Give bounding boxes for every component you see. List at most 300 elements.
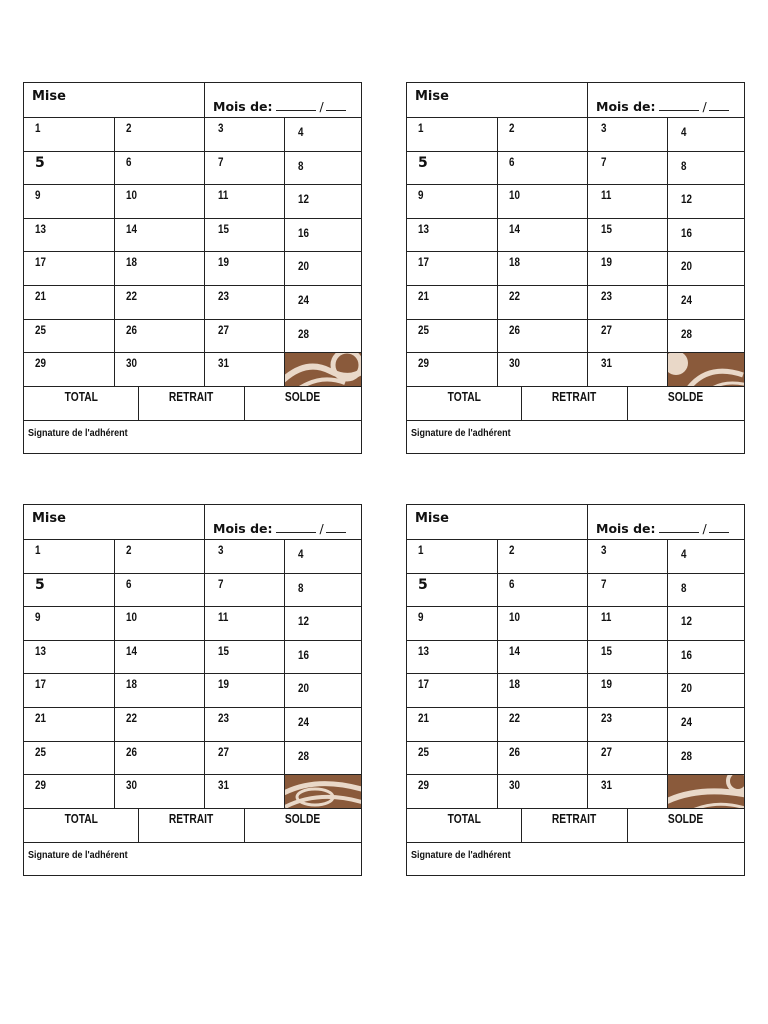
day-row bbox=[407, 320, 744, 354]
day-number: 4 bbox=[681, 547, 687, 561]
day-number: 24 bbox=[681, 715, 692, 729]
total-cell[interactable] bbox=[24, 387, 139, 420]
day-cell[interactable] bbox=[24, 574, 115, 607]
day-row bbox=[24, 674, 361, 708]
day-cell[interactable] bbox=[205, 742, 285, 775]
day-cell[interactable] bbox=[588, 540, 668, 573]
day-cell[interactable] bbox=[588, 775, 668, 808]
day-number: 20 bbox=[298, 259, 309, 274]
day-cell[interactable] bbox=[668, 320, 744, 353]
decorative-pattern bbox=[285, 775, 361, 808]
day-number: 10 bbox=[509, 188, 520, 203]
day-number: 26 bbox=[126, 744, 137, 759]
header-divider bbox=[204, 83, 205, 117]
day-cell[interactable] bbox=[498, 118, 588, 151]
day-cell[interactable] bbox=[205, 118, 285, 151]
day-number: 17 bbox=[418, 255, 429, 270]
mois-month-blank[interactable] bbox=[276, 522, 316, 533]
day-number: 31 bbox=[218, 778, 229, 793]
day-cell[interactable] bbox=[115, 353, 205, 386]
day-cell[interactable] bbox=[407, 708, 498, 741]
day-number: 30 bbox=[126, 356, 137, 371]
day-number: 3 bbox=[601, 543, 607, 557]
mise-label: Mise bbox=[32, 89, 66, 104]
day-number: 24 bbox=[681, 293, 692, 307]
day-cell[interactable] bbox=[498, 674, 588, 707]
day-cell[interactable] bbox=[407, 219, 498, 252]
day-cell[interactable] bbox=[668, 118, 744, 151]
day-cell[interactable] bbox=[115, 641, 205, 674]
day-cell[interactable] bbox=[407, 674, 498, 707]
day-number: 17 bbox=[35, 255, 46, 270]
day-cell[interactable] bbox=[285, 185, 361, 218]
day-number: 27 bbox=[218, 322, 229, 337]
day-cell[interactable] bbox=[205, 219, 285, 252]
day-cell[interactable] bbox=[115, 708, 205, 741]
day-number: 2 bbox=[509, 543, 515, 557]
day-cell[interactable] bbox=[24, 775, 115, 808]
day-number: 7 bbox=[601, 154, 607, 169]
day-cell[interactable] bbox=[668, 219, 744, 252]
day-grid bbox=[407, 540, 744, 809]
day-number: 25 bbox=[35, 744, 46, 759]
totals-row bbox=[24, 809, 361, 843]
day-cell[interactable] bbox=[588, 353, 668, 386]
day-number: 31 bbox=[601, 778, 612, 793]
day-number: 5 bbox=[418, 154, 428, 171]
day-cell[interactable] bbox=[115, 219, 205, 252]
day-cell[interactable] bbox=[668, 574, 744, 607]
card-header bbox=[24, 505, 361, 540]
day-number: 27 bbox=[601, 744, 612, 759]
day-row bbox=[24, 353, 361, 387]
day-row bbox=[24, 641, 361, 675]
day-row bbox=[407, 775, 744, 809]
day-number: 7 bbox=[601, 576, 607, 591]
mise-label: Mise bbox=[32, 511, 66, 526]
mois-year-blank[interactable] bbox=[326, 522, 346, 533]
day-number: 12 bbox=[298, 614, 309, 629]
mois-month-blank[interactable] bbox=[659, 100, 699, 111]
swirl-pattern-icon bbox=[285, 775, 361, 808]
day-cell[interactable] bbox=[115, 674, 205, 707]
day-cell[interactable] bbox=[407, 742, 498, 775]
card-header bbox=[24, 83, 361, 118]
day-cell[interactable] bbox=[24, 286, 115, 319]
day-number: 13 bbox=[418, 221, 429, 236]
day-number: 31 bbox=[218, 356, 229, 371]
day-cell[interactable] bbox=[498, 775, 588, 808]
mois-year-blank[interactable] bbox=[326, 100, 346, 111]
day-cell[interactable] bbox=[24, 252, 115, 285]
day-cell[interactable] bbox=[498, 607, 588, 640]
day-cell[interactable] bbox=[24, 152, 115, 185]
day-cell[interactable] bbox=[407, 540, 498, 573]
day-number: 24 bbox=[298, 293, 309, 307]
day-cell[interactable] bbox=[407, 775, 498, 808]
day-number: 18 bbox=[126, 255, 137, 270]
day-number: 19 bbox=[601, 255, 612, 270]
day-number: 1 bbox=[35, 121, 41, 135]
day-number: 8 bbox=[681, 158, 687, 173]
day-cell[interactable] bbox=[205, 674, 285, 707]
day-cell[interactable] bbox=[285, 641, 361, 674]
mois-label: Mois de: bbox=[213, 99, 273, 114]
day-cell[interactable] bbox=[668, 252, 744, 285]
day-number: 2 bbox=[126, 121, 132, 135]
day-number: 15 bbox=[218, 643, 229, 658]
day-number: 27 bbox=[218, 744, 229, 759]
day-number: 6 bbox=[126, 154, 132, 169]
mois-year-blank[interactable] bbox=[709, 100, 729, 111]
day-cell[interactable] bbox=[285, 708, 361, 741]
day-number: 22 bbox=[126, 289, 137, 303]
day-cell[interactable] bbox=[205, 252, 285, 285]
day-number: 2 bbox=[126, 543, 132, 557]
day-number: 13 bbox=[35, 221, 46, 236]
day-number: 30 bbox=[509, 778, 520, 793]
day-cell[interactable] bbox=[498, 708, 588, 741]
day-cell[interactable] bbox=[285, 118, 361, 151]
day-number: 28 bbox=[681, 748, 692, 763]
day-row bbox=[24, 152, 361, 186]
day-number: 20 bbox=[681, 681, 692, 696]
retrait-label: RETRAIT bbox=[169, 812, 214, 826]
card-header bbox=[407, 505, 744, 540]
mois-month-blank[interactable] bbox=[659, 522, 699, 533]
retrait-cell[interactable] bbox=[522, 809, 628, 842]
mois-field[interactable] bbox=[213, 99, 346, 114]
day-cell[interactable] bbox=[205, 540, 285, 573]
day-cell[interactable] bbox=[115, 320, 205, 353]
day-number: 3 bbox=[218, 121, 224, 135]
day-number: 11 bbox=[601, 610, 612, 625]
day-cell[interactable] bbox=[588, 152, 668, 185]
day-cell[interactable] bbox=[588, 574, 668, 607]
day-cell[interactable] bbox=[115, 118, 205, 151]
day-row bbox=[407, 185, 744, 219]
day-number: 25 bbox=[418, 744, 429, 759]
day-cell[interactable] bbox=[668, 540, 744, 573]
day-number: 29 bbox=[418, 778, 429, 793]
day-cell[interactable] bbox=[668, 286, 744, 319]
day-row bbox=[407, 641, 744, 675]
day-cell[interactable] bbox=[24, 118, 115, 151]
day-number: 10 bbox=[126, 610, 137, 625]
day-row bbox=[407, 219, 744, 253]
day-cell[interactable] bbox=[498, 641, 588, 674]
solde-label: SOLDE bbox=[668, 390, 704, 404]
day-cell[interactable] bbox=[24, 607, 115, 640]
solde-cell[interactable] bbox=[245, 809, 361, 842]
solde-cell[interactable] bbox=[245, 387, 361, 420]
day-number: 12 bbox=[681, 614, 692, 629]
day-number: 1 bbox=[418, 121, 424, 135]
day-cell[interactable] bbox=[588, 708, 668, 741]
day-number: 10 bbox=[126, 188, 137, 203]
day-cell[interactable] bbox=[205, 320, 285, 353]
day-cell[interactable] bbox=[668, 185, 744, 218]
day-grid bbox=[24, 118, 361, 387]
day-cell[interactable] bbox=[407, 353, 498, 386]
day-number: 14 bbox=[509, 221, 520, 236]
day-cell[interactable] bbox=[285, 607, 361, 640]
mois-field[interactable] bbox=[596, 521, 729, 536]
day-row bbox=[24, 574, 361, 608]
total-cell[interactable] bbox=[407, 809, 522, 842]
day-number: 14 bbox=[126, 643, 137, 658]
day-cell[interactable] bbox=[115, 607, 205, 640]
day-cell[interactable] bbox=[407, 320, 498, 353]
solde-label: SOLDE bbox=[285, 812, 321, 826]
day-cell[interactable] bbox=[407, 185, 498, 218]
day-number: 27 bbox=[601, 322, 612, 337]
day-cell[interactable] bbox=[115, 775, 205, 808]
day-cell[interactable] bbox=[24, 641, 115, 674]
day-row bbox=[24, 219, 361, 253]
day-cell[interactable] bbox=[588, 219, 668, 252]
day-number: 8 bbox=[298, 580, 304, 595]
card-bottom-left bbox=[23, 504, 362, 876]
day-cell[interactable] bbox=[115, 252, 205, 285]
day-number: 7 bbox=[218, 154, 224, 169]
day-cell[interactable] bbox=[115, 286, 205, 319]
day-cell[interactable] bbox=[115, 185, 205, 218]
mois-separator: / bbox=[702, 521, 707, 536]
day-cell[interactable] bbox=[498, 252, 588, 285]
day-cell[interactable] bbox=[205, 152, 285, 185]
day-cell[interactable] bbox=[285, 540, 361, 573]
day-cell[interactable] bbox=[668, 674, 744, 707]
day-number: 11 bbox=[218, 610, 229, 625]
day-number: 28 bbox=[681, 326, 692, 341]
day-cell[interactable] bbox=[498, 219, 588, 252]
day-cell[interactable] bbox=[285, 152, 361, 185]
solde-cell[interactable] bbox=[628, 387, 744, 420]
mois-field[interactable] bbox=[213, 521, 346, 536]
day-row bbox=[407, 252, 744, 286]
day-cell[interactable] bbox=[285, 742, 361, 775]
day-cell[interactable] bbox=[285, 252, 361, 285]
mois-year-blank[interactable] bbox=[709, 522, 729, 533]
day-cell[interactable] bbox=[588, 607, 668, 640]
day-cell[interactable] bbox=[115, 152, 205, 185]
day-cell[interactable] bbox=[115, 742, 205, 775]
total-cell[interactable] bbox=[407, 387, 522, 420]
day-row bbox=[24, 320, 361, 354]
day-number: 26 bbox=[509, 322, 520, 337]
mois-separator: / bbox=[702, 99, 707, 114]
day-cell[interactable] bbox=[24, 185, 115, 218]
header-divider bbox=[587, 505, 588, 539]
day-cell[interactable] bbox=[498, 152, 588, 185]
day-cell[interactable] bbox=[285, 674, 361, 707]
day-row bbox=[24, 118, 361, 152]
day-cell[interactable] bbox=[668, 152, 744, 185]
retrait-cell[interactable] bbox=[139, 809, 245, 842]
day-number: 4 bbox=[681, 125, 687, 139]
day-number: 6 bbox=[509, 154, 515, 169]
day-number: 17 bbox=[418, 677, 429, 692]
mois-field[interactable] bbox=[596, 99, 729, 114]
day-row bbox=[407, 708, 744, 742]
day-cell[interactable] bbox=[588, 118, 668, 151]
day-row bbox=[407, 574, 744, 608]
day-cell[interactable] bbox=[205, 574, 285, 607]
day-row bbox=[24, 775, 361, 809]
day-cell[interactable] bbox=[285, 219, 361, 252]
day-row bbox=[407, 118, 744, 152]
day-cell[interactable] bbox=[24, 708, 115, 741]
day-number: 19 bbox=[218, 677, 229, 692]
solde-label: SOLDE bbox=[285, 390, 321, 404]
day-cell[interactable] bbox=[407, 118, 498, 151]
day-number: 21 bbox=[418, 711, 429, 725]
retrait-cell[interactable] bbox=[522, 387, 628, 420]
day-cell[interactable] bbox=[407, 152, 498, 185]
day-number: 26 bbox=[126, 322, 137, 337]
day-cell[interactable] bbox=[115, 574, 205, 607]
card-top-right bbox=[406, 82, 745, 454]
day-cell[interactable] bbox=[588, 320, 668, 353]
day-number: 18 bbox=[509, 255, 520, 270]
day-cell[interactable] bbox=[205, 641, 285, 674]
day-cell[interactable] bbox=[668, 641, 744, 674]
day-number: 20 bbox=[298, 681, 309, 696]
day-cell[interactable] bbox=[24, 219, 115, 252]
total-cell[interactable] bbox=[24, 809, 139, 842]
day-number: 8 bbox=[681, 580, 687, 595]
day-cell[interactable] bbox=[115, 540, 205, 573]
day-cell[interactable] bbox=[588, 185, 668, 218]
day-number: 25 bbox=[418, 322, 429, 337]
day-number: 14 bbox=[509, 643, 520, 658]
mois-separator: / bbox=[319, 99, 324, 114]
day-number: 30 bbox=[509, 356, 520, 371]
day-number: 4 bbox=[298, 125, 304, 139]
day-number: 19 bbox=[601, 677, 612, 692]
day-row bbox=[24, 185, 361, 219]
swirl-pattern-icon bbox=[668, 775, 744, 808]
day-cell[interactable] bbox=[24, 742, 115, 775]
day-number: 24 bbox=[298, 715, 309, 729]
mois-label: Mois de: bbox=[596, 521, 656, 536]
day-row bbox=[407, 540, 744, 574]
day-row bbox=[407, 607, 744, 641]
day-cell[interactable] bbox=[498, 286, 588, 319]
day-number: 1 bbox=[35, 543, 41, 557]
day-number: 1 bbox=[418, 543, 424, 557]
day-number: 19 bbox=[218, 255, 229, 270]
mois-month-blank[interactable] bbox=[276, 100, 316, 111]
day-number: 17 bbox=[35, 677, 46, 692]
day-cell[interactable] bbox=[205, 353, 285, 386]
day-cell[interactable] bbox=[285, 286, 361, 319]
day-cell[interactable] bbox=[285, 574, 361, 607]
day-cell[interactable] bbox=[588, 674, 668, 707]
day-number: 16 bbox=[298, 225, 309, 240]
totals-row bbox=[407, 387, 744, 421]
total-label: TOTAL bbox=[64, 812, 98, 826]
day-grid bbox=[24, 540, 361, 809]
mois-separator: / bbox=[319, 521, 324, 536]
day-cell[interactable] bbox=[285, 320, 361, 353]
day-cell[interactable] bbox=[407, 574, 498, 607]
day-number: 4 bbox=[298, 547, 304, 561]
day-number: 31 bbox=[601, 356, 612, 371]
day-cell[interactable] bbox=[407, 607, 498, 640]
header-divider bbox=[204, 505, 205, 539]
day-row bbox=[24, 708, 361, 742]
day-row bbox=[24, 286, 361, 320]
mois-label: Mois de: bbox=[213, 521, 273, 536]
day-cell[interactable] bbox=[498, 742, 588, 775]
day-number: 29 bbox=[35, 778, 46, 793]
day-number: 13 bbox=[35, 643, 46, 658]
signature-label: Signature de l'adhérent bbox=[28, 428, 128, 439]
day-cell[interactable] bbox=[24, 320, 115, 353]
decorative-pattern bbox=[285, 353, 361, 386]
day-cell[interactable] bbox=[498, 353, 588, 386]
day-number: 10 bbox=[509, 610, 520, 625]
day-cell[interactable] bbox=[668, 708, 744, 741]
day-cell[interactable] bbox=[205, 185, 285, 218]
total-label: TOTAL bbox=[64, 390, 98, 404]
day-number: 29 bbox=[35, 356, 46, 371]
day-cell[interactable] bbox=[588, 742, 668, 775]
day-cell[interactable] bbox=[205, 607, 285, 640]
day-cell[interactable] bbox=[588, 252, 668, 285]
day-cell[interactable] bbox=[588, 641, 668, 674]
day-number: 9 bbox=[35, 610, 41, 625]
day-cell[interactable] bbox=[205, 708, 285, 741]
retrait-label: RETRAIT bbox=[169, 390, 214, 404]
day-number: 21 bbox=[418, 289, 429, 303]
swirl-pattern-icon bbox=[285, 353, 361, 386]
day-cell[interactable] bbox=[498, 185, 588, 218]
day-cell[interactable] bbox=[668, 742, 744, 775]
retrait-cell[interactable] bbox=[139, 387, 245, 420]
day-cell[interactable] bbox=[668, 607, 744, 640]
day-number: 29 bbox=[418, 356, 429, 371]
day-cell[interactable] bbox=[205, 775, 285, 808]
day-cell[interactable] bbox=[407, 252, 498, 285]
day-number: 7 bbox=[218, 576, 224, 591]
day-cell[interactable] bbox=[24, 674, 115, 707]
day-cell[interactable] bbox=[498, 320, 588, 353]
day-number: 26 bbox=[509, 744, 520, 759]
day-row bbox=[24, 252, 361, 286]
totals-row bbox=[24, 387, 361, 421]
card-bottom-right bbox=[406, 504, 745, 876]
day-cell[interactable] bbox=[205, 286, 285, 319]
day-number: 14 bbox=[126, 221, 137, 236]
total-label: TOTAL bbox=[447, 812, 481, 826]
day-cell[interactable] bbox=[407, 641, 498, 674]
day-number: 9 bbox=[418, 188, 424, 203]
mise-label: Mise bbox=[415, 89, 449, 104]
day-number: 21 bbox=[35, 711, 46, 725]
day-cell[interactable] bbox=[588, 286, 668, 319]
mise-label: Mise bbox=[415, 511, 449, 526]
solde-cell[interactable] bbox=[628, 809, 744, 842]
day-cell[interactable] bbox=[498, 540, 588, 573]
day-cell[interactable] bbox=[24, 353, 115, 386]
day-cell[interactable] bbox=[407, 286, 498, 319]
day-cell[interactable] bbox=[498, 574, 588, 607]
day-cell[interactable] bbox=[24, 540, 115, 573]
card-header bbox=[407, 83, 744, 118]
